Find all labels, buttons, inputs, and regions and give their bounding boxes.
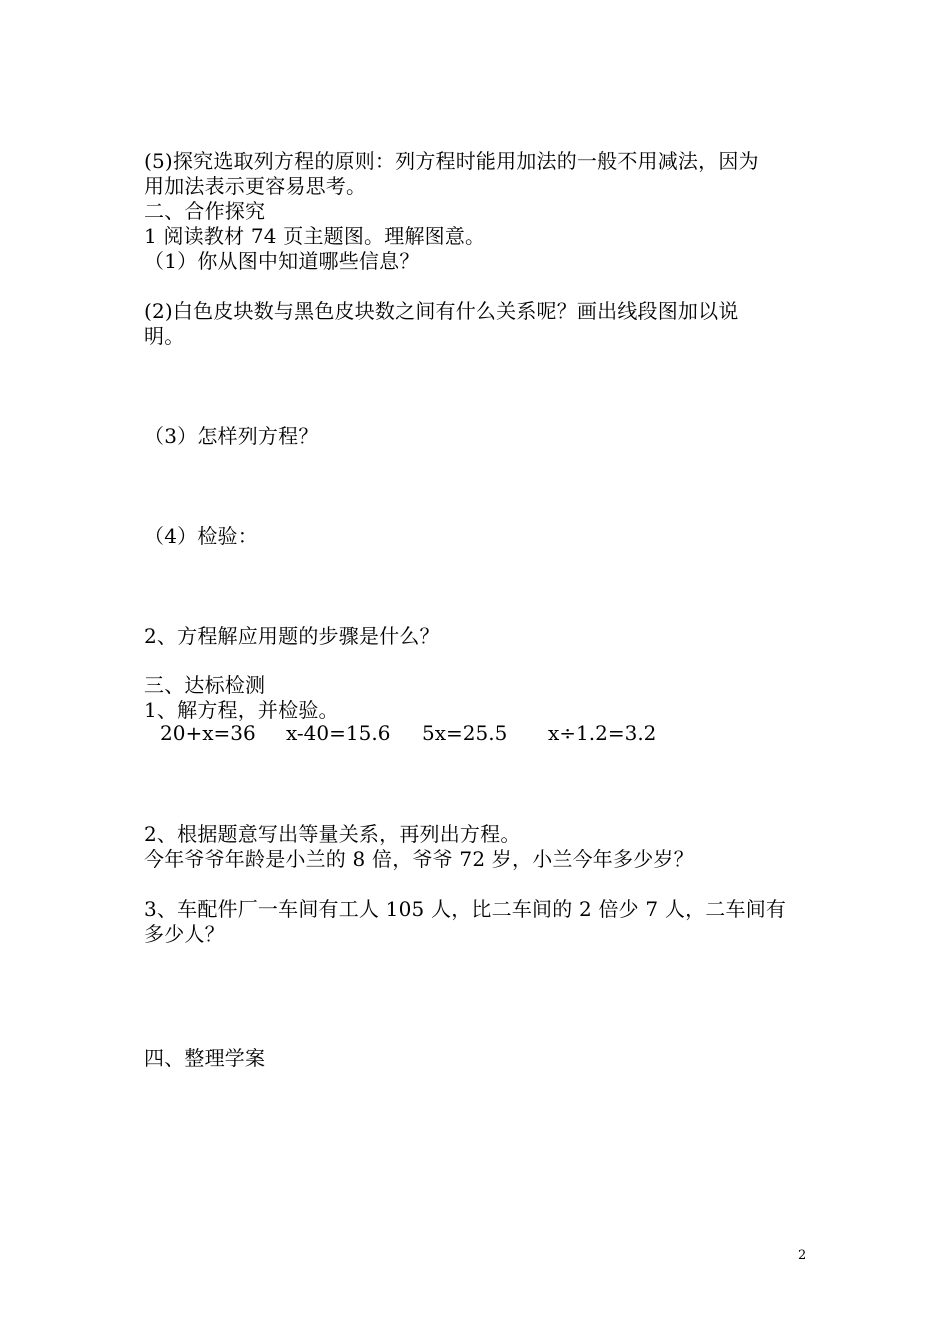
exercise-1-instruction: 1、解方程，并检验。 xyxy=(144,698,339,722)
principle-line-2: 用加法表示更容易思考。 xyxy=(144,174,367,198)
reading-instruction: 1 阅读教材 74 页主题图。理解图意。 xyxy=(144,224,486,248)
principle-line-1: (5)探究选取列方程的原则：列方程时能用加法的一般不用减法，因为 xyxy=(144,149,759,173)
equation-3: 5x=25.5 xyxy=(422,721,508,745)
section-heading-organize: 四、整理学案 xyxy=(144,1046,266,1070)
exercise-2-instruction: 2、根据题意写出等量关系，再列出方程。 xyxy=(144,822,521,846)
page-number: 2 xyxy=(798,1248,807,1263)
equation-2: x-40=15.6 xyxy=(286,721,391,745)
exercise-3-problem-line-1: 3、车配件厂一车间有工人 105 人，比二车间的 2 倍少 7 人，二车间有 xyxy=(144,897,787,921)
section-heading-cooperative-inquiry: 二、合作探究 xyxy=(144,199,266,223)
equation-1: 20+x=36 xyxy=(160,721,256,745)
equation-4: x÷1.2=3.2 xyxy=(548,721,657,745)
question-1-information: （1）你从图中知道哪些信息？ xyxy=(144,249,420,273)
steps-question: 2、方程解应用题的步骤是什么？ xyxy=(144,624,440,648)
exercise-2-problem: 今年爷爷年龄是小兰的 8 倍，爷爷 72 岁，小兰今年多少岁？ xyxy=(144,847,694,871)
question-2-relation-line-2: 明。 xyxy=(144,324,185,348)
question-4-check: （4）检验： xyxy=(144,524,258,548)
question-3-equation: （3）怎样列方程？ xyxy=(144,424,319,448)
section-heading-assessment: 三、达标检测 xyxy=(144,673,266,697)
exercise-3-problem-line-2: 多少人？ xyxy=(144,922,225,946)
question-2-relation-line-1: (2)白色皮块数与黑色皮块数之间有什么关系呢？画出线段图加以说 xyxy=(144,299,739,323)
